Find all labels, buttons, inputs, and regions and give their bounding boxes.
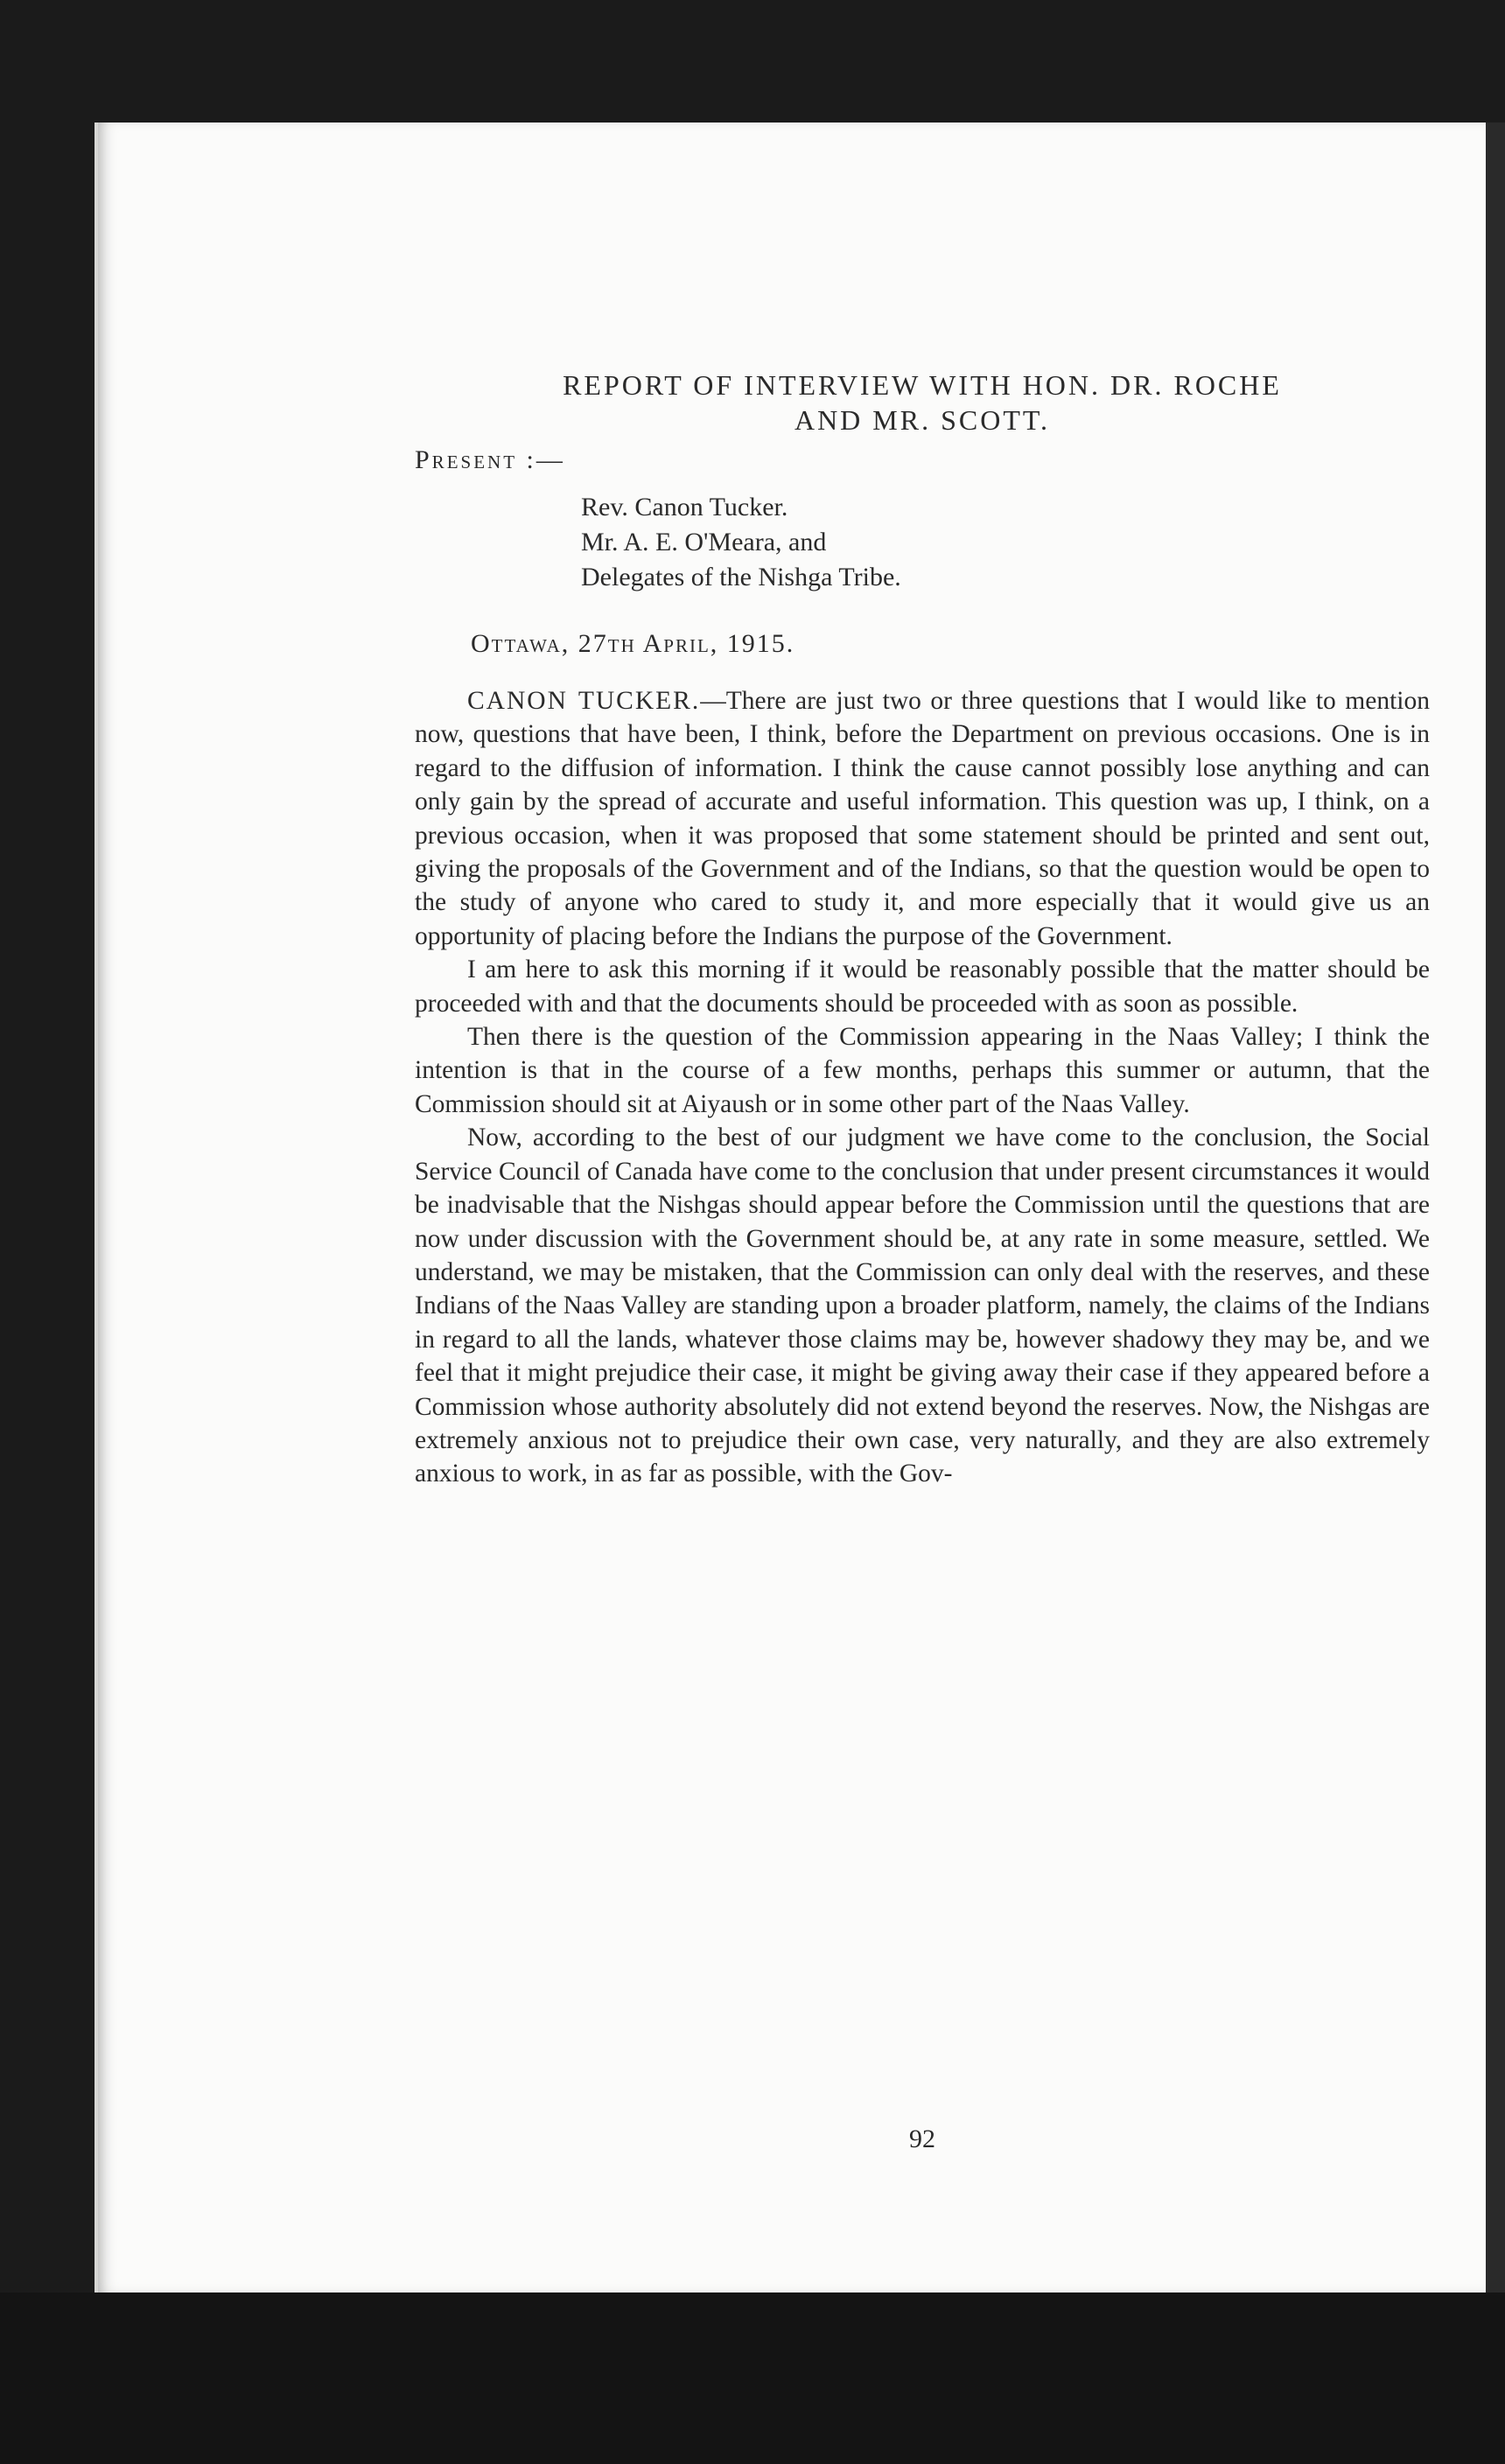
book-page — [94, 122, 1505, 2292]
paragraph: I am here to ask this morning if it would be reasonably possible that the matter should be proceeded with and that the documents should be proceeded with as soon as possible. — [415, 956, 1430, 1018]
title-line-1: REPORT OF INTERVIEW WITH HON. DR. ROCHE — [563, 369, 1282, 401]
attendee-list — [581, 490, 1430, 595]
page-number: 92 — [909, 2124, 935, 2153]
paragraph — [415, 684, 1430, 953]
title-line-2: AND MR. SCOTT. — [794, 404, 1051, 436]
paragraph: Then there is the question of the Commission appearing in the Naas Valley; I think the intention is that in the course of a few months, perhaps this summer or autumn, that the Commission should sit at Aiyaush or in some other part of the Naas Valley. — [415, 1023, 1430, 1118]
attendee-item: Delegates of the Nishga Tribe. — [581, 563, 901, 592]
transcript-body — [415, 684, 1430, 1491]
film-border — [0, 2292, 1505, 2464]
dateline: Ottawa, 27th April, 1915. — [471, 629, 795, 658]
page-text — [415, 368, 1430, 2153]
paragraph: Now, according to the best of our judgment we have come to the conclusion, the Social Service Council of Canada have come to the conclusion that under present circumstances it would be inadvisable that the Nishgas should appear before the Commission until the questions that are now under discussion with the Government should be, at any rate in some measure, settled. We understand, we may be mistaken, that the Commission can only deal with the reserves, and these Indians of the Naas Valley are standing upon a broader platform, namely, the claims of the Indians in regard to all the lands, whatever those claims may be, however shadowy they may be, and we feel that it might prejudice their case, it might be giving away their case if they appeared before a Commission whose authority absolutely did not extend beyond the reserves. Now, the Nishgas are extremely anxious not to prejudice their own case, very naturally, and they are also extremely anxious to work, in as far as possible, with the Gov- — [415, 1124, 1430, 1488]
attendee-item: Rev. Canon Tucker. — [581, 493, 788, 522]
present-label: Present :— — [415, 445, 565, 474]
attendee-item: Mr. A. E. O'Meara, and — [581, 528, 827, 556]
speaker-name: CANON TUCKER. — [467, 687, 701, 715]
report-title — [415, 368, 1430, 438]
paragraph-text: —There are just two or three questions that I would like to mention now, questions that have been, I think, before the Department on previous occasions. One is in regard to the diffusion of information. I think the cause cannot possibly lose anything and can only gain by the spread of accurate and useful information. This question was up, I think, on a previous occasion, when it was proposed that some statement should be printed and sent out, giving the proposals of the Government and of the Indians, so that the question would be open to the study of anyone who cared to study it, and more especially that it would give us an opportunity of placing before the Indians the purpose of the Government. — [415, 687, 1430, 950]
